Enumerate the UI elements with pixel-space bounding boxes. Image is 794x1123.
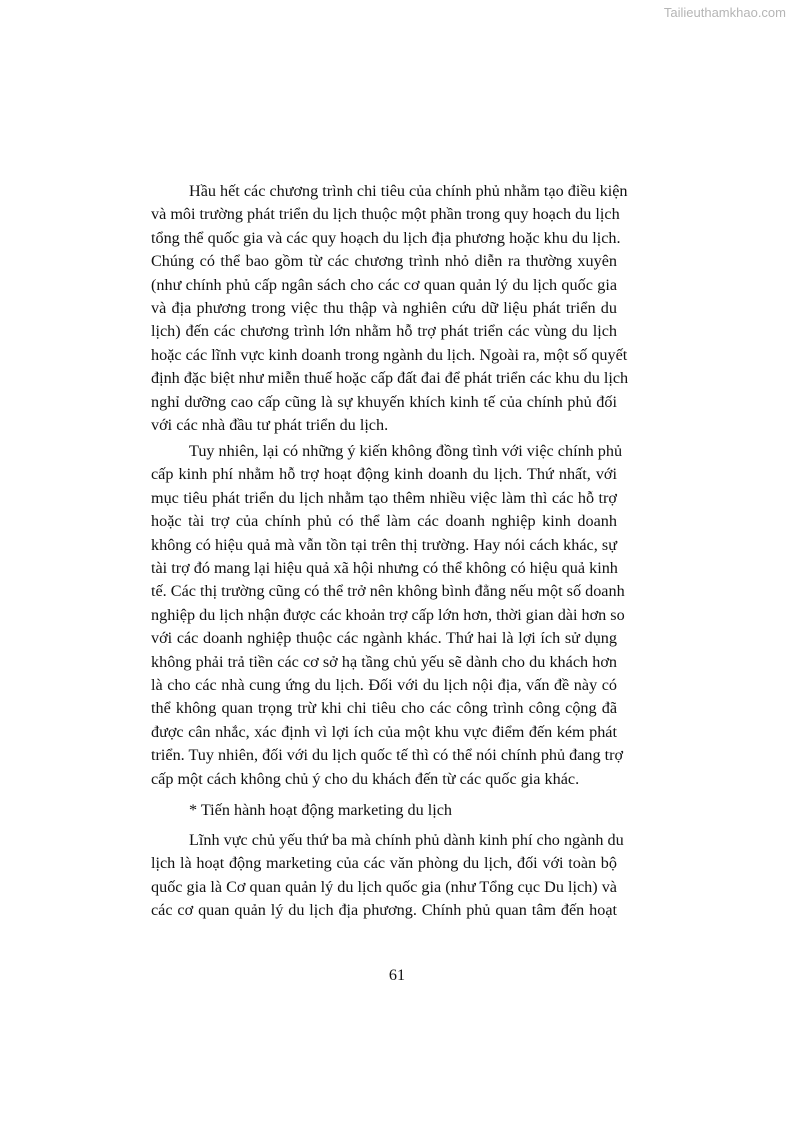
text-line: lịch là hoạt động marketing của các văn phòng du lịch, đối với toàn bộ (151, 854, 617, 873)
text-line: hoặc các lĩnh vực kinh doanh trong ngành du lịch. Ngoài ra, một số quyết (151, 345, 628, 364)
text-line: và địa phương trong việc thu thập và nghiên cứu dữ liệu phát triển du (151, 299, 617, 318)
text-line: quốc gia là Cơ quan quản lý du lịch quốc gia (như Tổng cục Du lịch) và (151, 877, 617, 896)
text-line: Hầu hết các chương trình chi tiêu của chính phủ nhằm tạo điều kiện (189, 182, 628, 200)
text-line: không có hiệu quả mà vẫn tồn tại trên thị trường. Hay nói cách khác, sự (151, 535, 617, 554)
text-line: thể không quan trọng trừ khi chi tiêu cho các công trình công cộng đã (151, 699, 617, 718)
text-line: cấp một cách không chủ ý cho du khách đến từ các quốc gia khác. (151, 769, 580, 788)
page-number: 61 (388, 966, 406, 984)
text-line: lịch) đến các chương trình lớn nhằm hỗ trợ phát triển các vùng du lịch (151, 322, 617, 341)
text-line: tổng thể quốc gia và các quy hoạch du lịch địa phương hoặc khu du lịch. (151, 228, 621, 247)
text-line: định đặc biệt như miễn thuế hoặc cấp đất đai để phát triển các khu du lịch (151, 369, 629, 388)
text-line: (như chính phủ cấp ngân sách cho các cơ quan quản lý du lịch quốc gia (151, 275, 617, 294)
text-line: tế. Các thị trường cũng có thể trở nên không bình đẳng nếu một số doanh (151, 582, 625, 601)
text-line: nghiệp du lịch nhận được các khoản trợ cấp lớn hơn, thời gian dài hơn so (151, 605, 625, 624)
text-line: mục tiêu phát triển du lịch nhằm tạo thêm nhiều việc làm thì các hỗ trợ (151, 488, 617, 507)
text-line: không phải trả tiền các cơ sở hạ tầng chủ yếu sẽ dành cho du khách hơn (151, 652, 617, 671)
section-heading: * Tiến hành hoạt động marketing du lịch (189, 801, 453, 819)
text-line: với các doanh nghiệp thuộc các ngành khác. Thứ hai là lợi ích sử dụng (151, 629, 617, 648)
text-line: Lĩnh vực chủ yếu thứ ba mà chính phủ dành kinh phí cho ngành du (189, 831, 624, 849)
text-line: triển. Tuy nhiên, đối với du lịch quốc tế thì có thể nói chính phủ đang trợ (151, 746, 624, 765)
paragraph-2 (151, 440, 625, 791)
text-line: Tuy nhiên, lại có những ý kiến không đồng tình với việc chính phủ (189, 442, 623, 460)
text-line: với các nhà đầu tư phát triển du lịch. (151, 416, 389, 435)
text-line: và môi trường phát triển du lịch thuộc một phần trong quy hoạch du lịch (151, 205, 620, 224)
text-line: là cho các nhà cung ứng du lịch. Đối với du lịch nội địa, vấn đề này có (151, 676, 617, 695)
paragraph-3 (151, 829, 624, 923)
text-line: tài trợ đó mang lại hiệu quả xã hội nhưng có thể không có hiệu quả kinh (151, 559, 618, 578)
text-line: được cân nhắc, xác định vì lợi ích của một khu vực điểm đến kém phát (151, 722, 617, 741)
text-line: các cơ quan quản lý du lịch địa phương. Chính phủ quan tâm đến hoạt (151, 901, 617, 920)
text-line: Chúng có thể bao gồm từ các chương trình nhỏ diễn ra thường xuyên (151, 252, 617, 271)
text-line: cấp kinh phí nhằm hỗ trợ hoạt động kinh doanh du lịch. Thứ nhất, với (151, 465, 617, 484)
text-line: hoặc tài trợ của chính phủ có thể làm các doanh nghiệp kinh doanh (151, 512, 617, 531)
watermark: Tailieuthamkhao.com (663, 5, 786, 20)
text-line: nghỉ dưỡng cao cấp cũng là sự khuyến khích kinh tế của chính phủ đối (151, 392, 617, 411)
paragraph-1 (151, 180, 629, 437)
